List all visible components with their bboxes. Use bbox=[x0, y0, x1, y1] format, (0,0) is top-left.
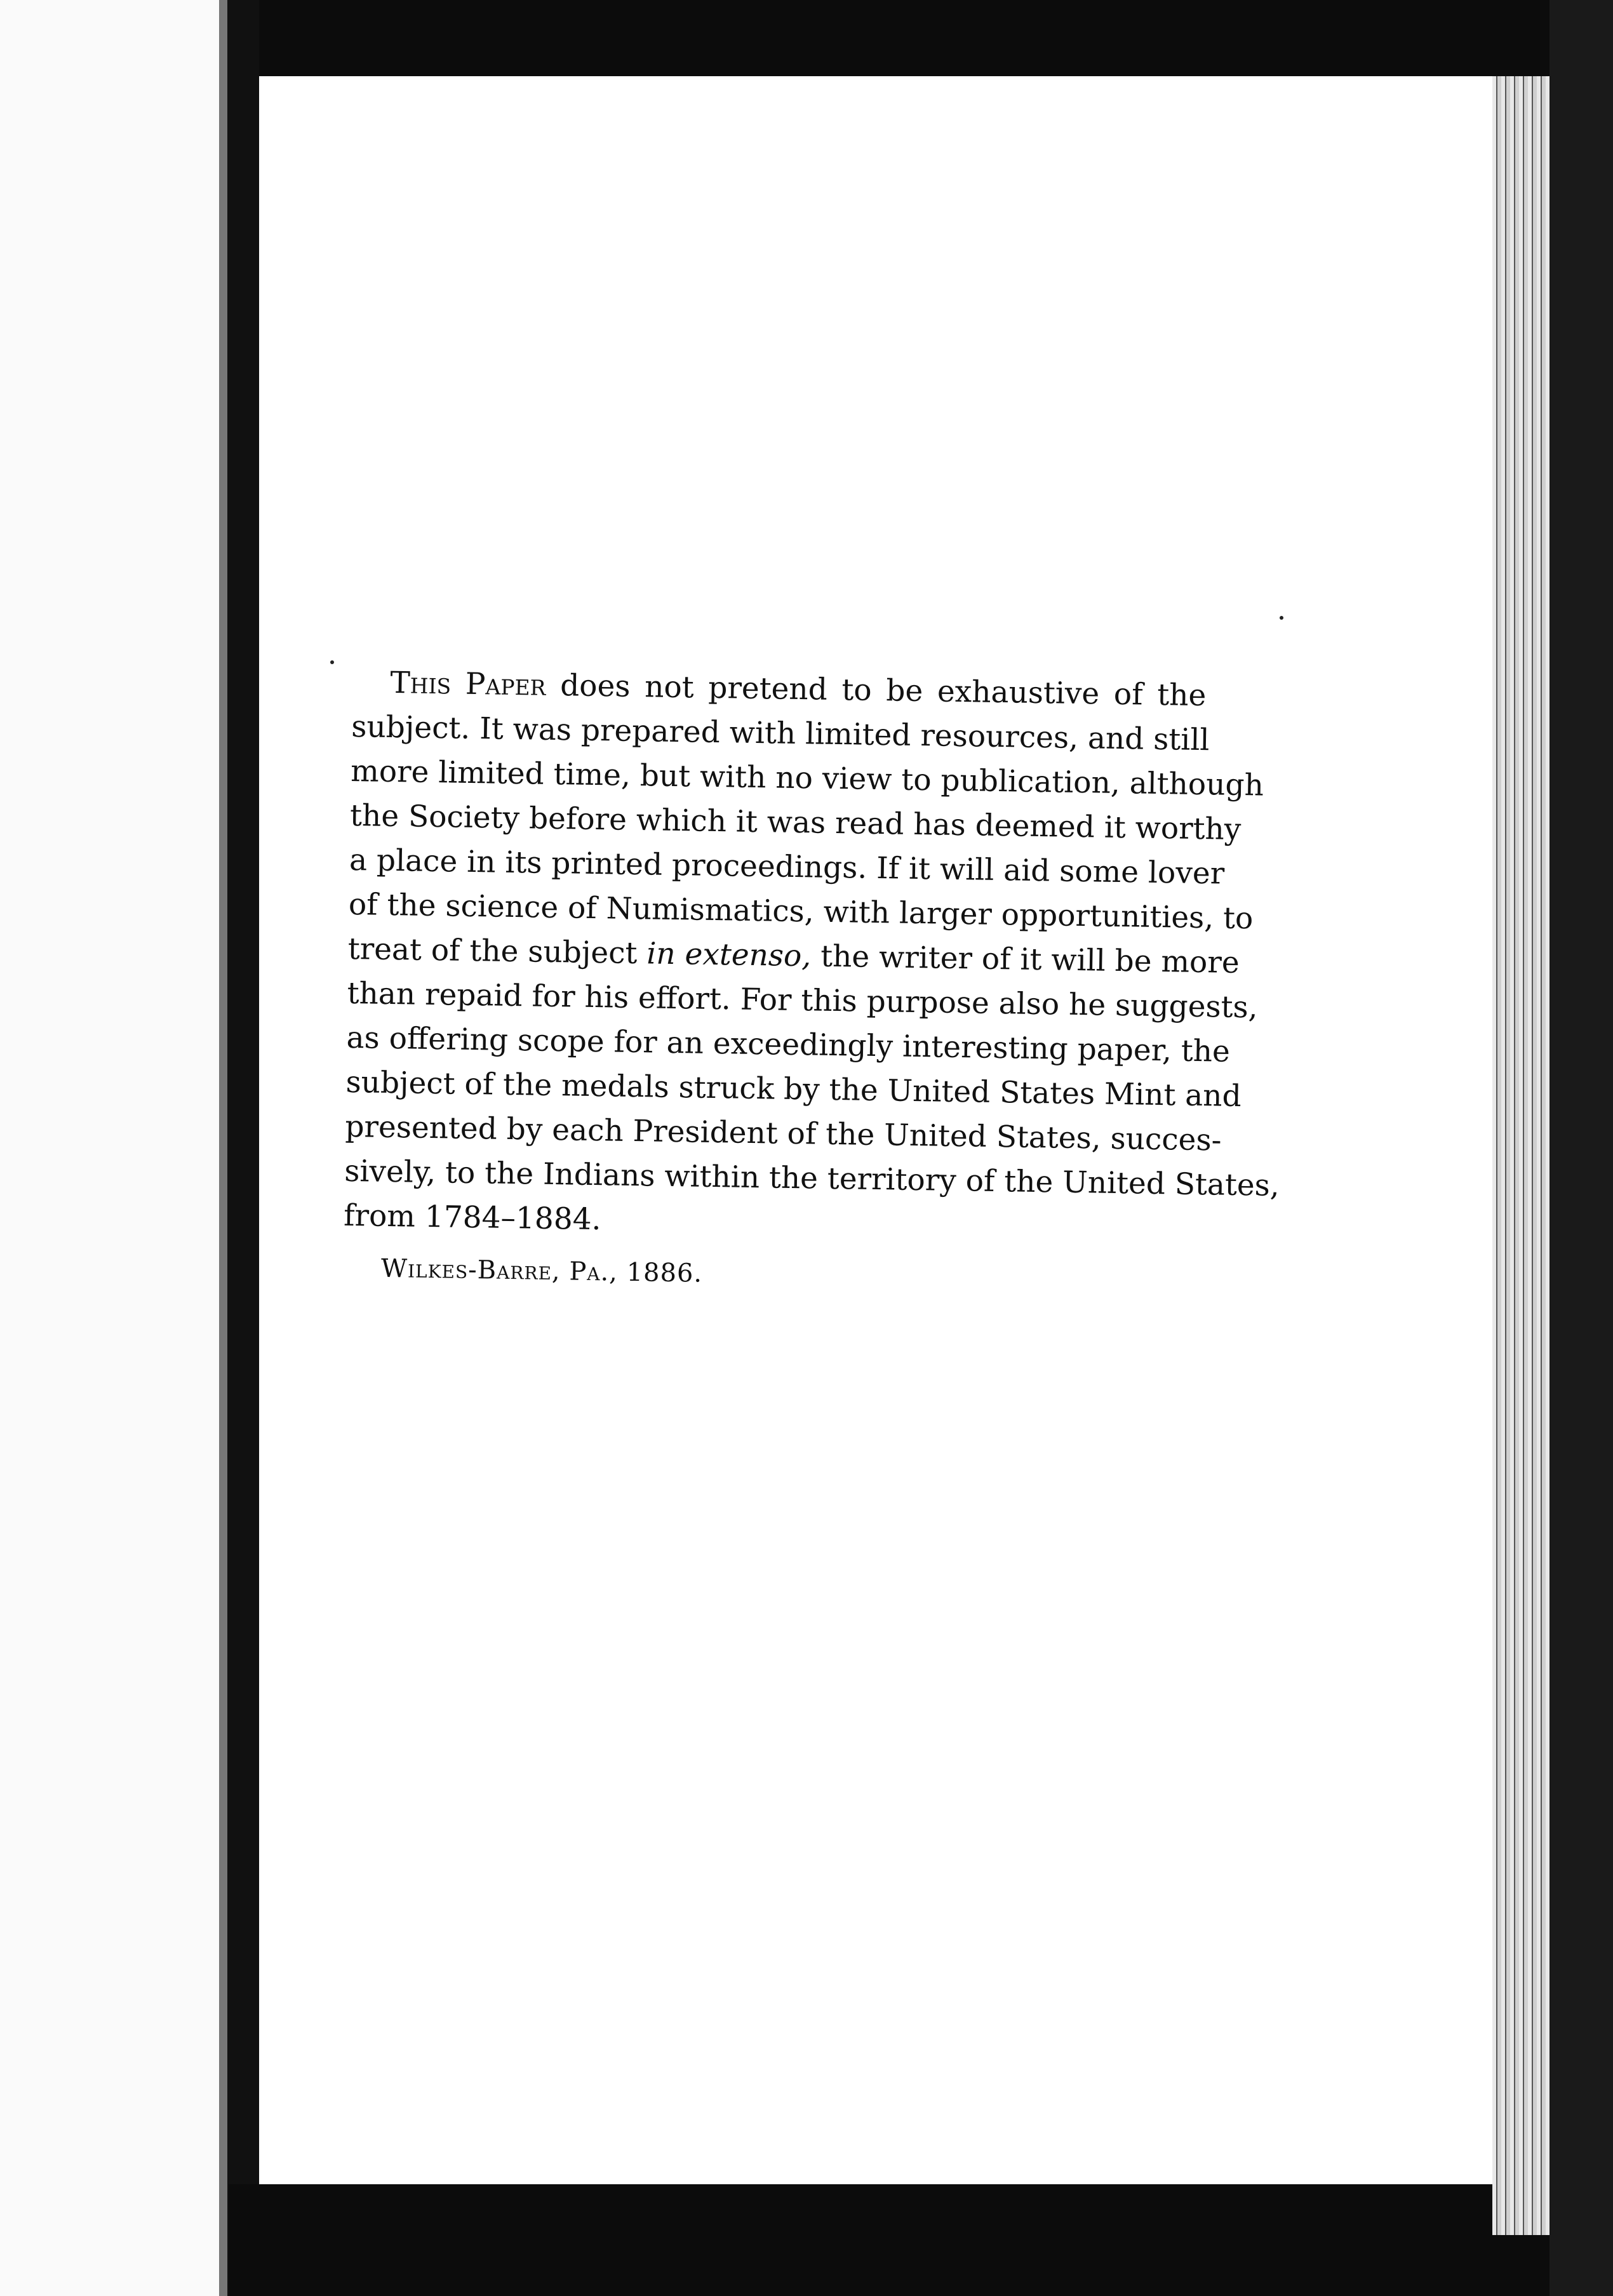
preface-line: the Society before which it was read has deemed it worthy bbox=[349, 798, 1242, 848]
preface-line: subject. It was prepared with limited resources, and still bbox=[351, 709, 1210, 758]
preface-line: of the science of Numismatics, with larger opportunities, to bbox=[348, 886, 1254, 937]
preface-line: from 1784–1884. bbox=[343, 1198, 601, 1238]
lead-small-caps: This Paper bbox=[390, 665, 546, 703]
scan-right-border bbox=[1549, 0, 1613, 2296]
preface-line: than repaid for his effort. For this purpose also he suggests, bbox=[347, 975, 1259, 1025]
preface-line: as offering scope for an exceedingly interesting paper, the bbox=[346, 1020, 1231, 1069]
year: 1886. bbox=[626, 1257, 703, 1288]
gutter-edge bbox=[219, 0, 228, 2296]
scan-bottom-border bbox=[229, 2184, 1613, 2296]
preface-line: subject of the medals struck by the United States Mint and bbox=[345, 1064, 1242, 1114]
scan-top-border bbox=[259, 0, 1613, 76]
place-name: Wilkes-Barre, Pa., bbox=[380, 1253, 619, 1287]
preface-line: more limited time, but with no view to publication, although bbox=[350, 753, 1264, 803]
italic-phrase: in extenso, bbox=[646, 936, 812, 974]
scan-speck bbox=[330, 660, 334, 664]
left-page bbox=[0, 0, 235, 2296]
book-gutter bbox=[227, 0, 259, 2296]
preface-text bbox=[342, 660, 1280, 1304]
preface-line-prefix: treat of the subject bbox=[347, 931, 638, 971]
preface-line: a place in its printed proceedings. If it will aid some lover bbox=[349, 842, 1225, 891]
preface-line: presented by each President of the United States, succes- bbox=[345, 1109, 1222, 1158]
preface-line-suffix: the writer of it will be more bbox=[820, 938, 1240, 980]
preface-line: sively, to the Indians within the territory of the United States, bbox=[344, 1153, 1280, 1204]
preface-line-text: does not pretend to be exhaustive of the bbox=[559, 668, 1207, 714]
scan-speck bbox=[1280, 616, 1283, 620]
